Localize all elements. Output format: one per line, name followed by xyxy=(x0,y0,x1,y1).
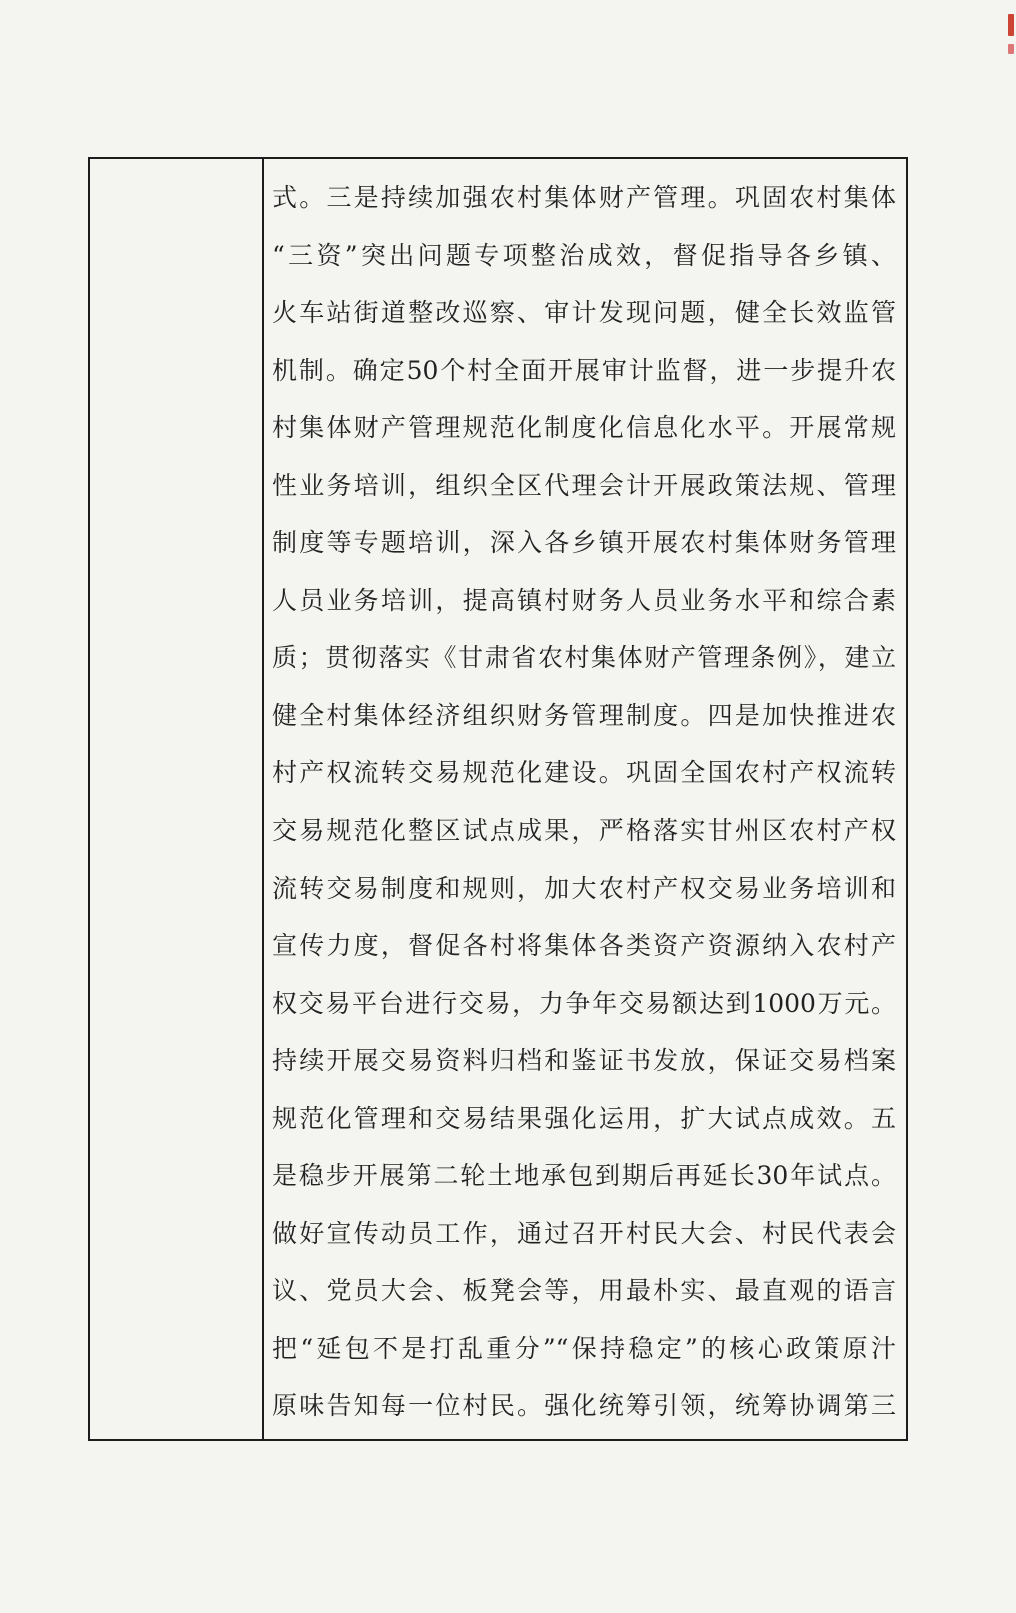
text-line: 村产权流转交易规范化建设。巩固全国农村产权流转 xyxy=(272,758,896,788)
text-line: 做好宣传动员工作，通过召开村民大会、村民代表会 xyxy=(272,1218,896,1248)
scan-edge-mark xyxy=(1008,14,1014,36)
text-line: 制度等专题培训，深入各乡镇开展农村集体财务管理 xyxy=(272,528,896,558)
text-line: “三资”突出问题专项整治成效，督促指导各乡镇、 xyxy=(272,240,896,270)
text-line: 式。三是持续加强农村集体财产管理。巩固农村集体 xyxy=(272,183,896,212)
document-table xyxy=(88,157,908,1441)
table-text-cell xyxy=(272,169,896,1435)
text-line: 村集体财产管理规范化制度化信息化水平。开展常规 xyxy=(272,413,896,443)
text-line: 规范化管理和交易结果强化运用，扩大试点成效。五 xyxy=(272,1103,896,1133)
text-line: 流转交易制度和规则，加大农村产权交易业务培训和 xyxy=(272,873,896,903)
text-line: 人员业务培训，提高镇村财务人员业务水平和综合素 xyxy=(272,585,896,615)
text-line: 议、党员大会、板凳会等，用最朴实、最直观的语言 xyxy=(272,1276,896,1306)
text-line: 交易规范化整区试点成果，严格落实甘州区农村产权 xyxy=(272,816,896,846)
table-left-cell xyxy=(90,159,262,1439)
scan-edge-mark xyxy=(1008,44,1014,54)
text-line: 机制。确定50个村全面开展审计监督，进一步提升农 xyxy=(272,355,896,385)
text-line: 健全村集体经济组织财务管理制度。四是加快推进农 xyxy=(272,700,896,730)
text-line: 把“延包不是打乱重分”“保持稳定”的核心政策原汁 xyxy=(272,1333,896,1363)
text-line: 宣传力度，督促各村将集体各类资产资源纳入农村产 xyxy=(272,931,896,961)
text-line: 权交易平台进行交易，力争年交易额达到1000万元。 xyxy=(272,988,896,1018)
text-line: 是稳步开展第二轮土地承包到期后再延长30年试点。 xyxy=(272,1161,896,1191)
text-line: 持续开展交易资料归档和鉴证书发放，保证交易档案 xyxy=(272,1046,896,1076)
text-line: 火车站街道整改巡察、审计发现问题，健全长效监管 xyxy=(272,298,896,328)
text-line: 性业务培训，组织全区代理会计开展政策法规、管理 xyxy=(272,470,896,500)
text-line: 质；贯彻落实《甘肃省农村集体财产管理条例》，建立 xyxy=(272,643,896,673)
text-line: 原味告知每一位村民。强化统筹引领，统筹协调第三 xyxy=(272,1391,896,1421)
column-divider xyxy=(262,159,264,1439)
